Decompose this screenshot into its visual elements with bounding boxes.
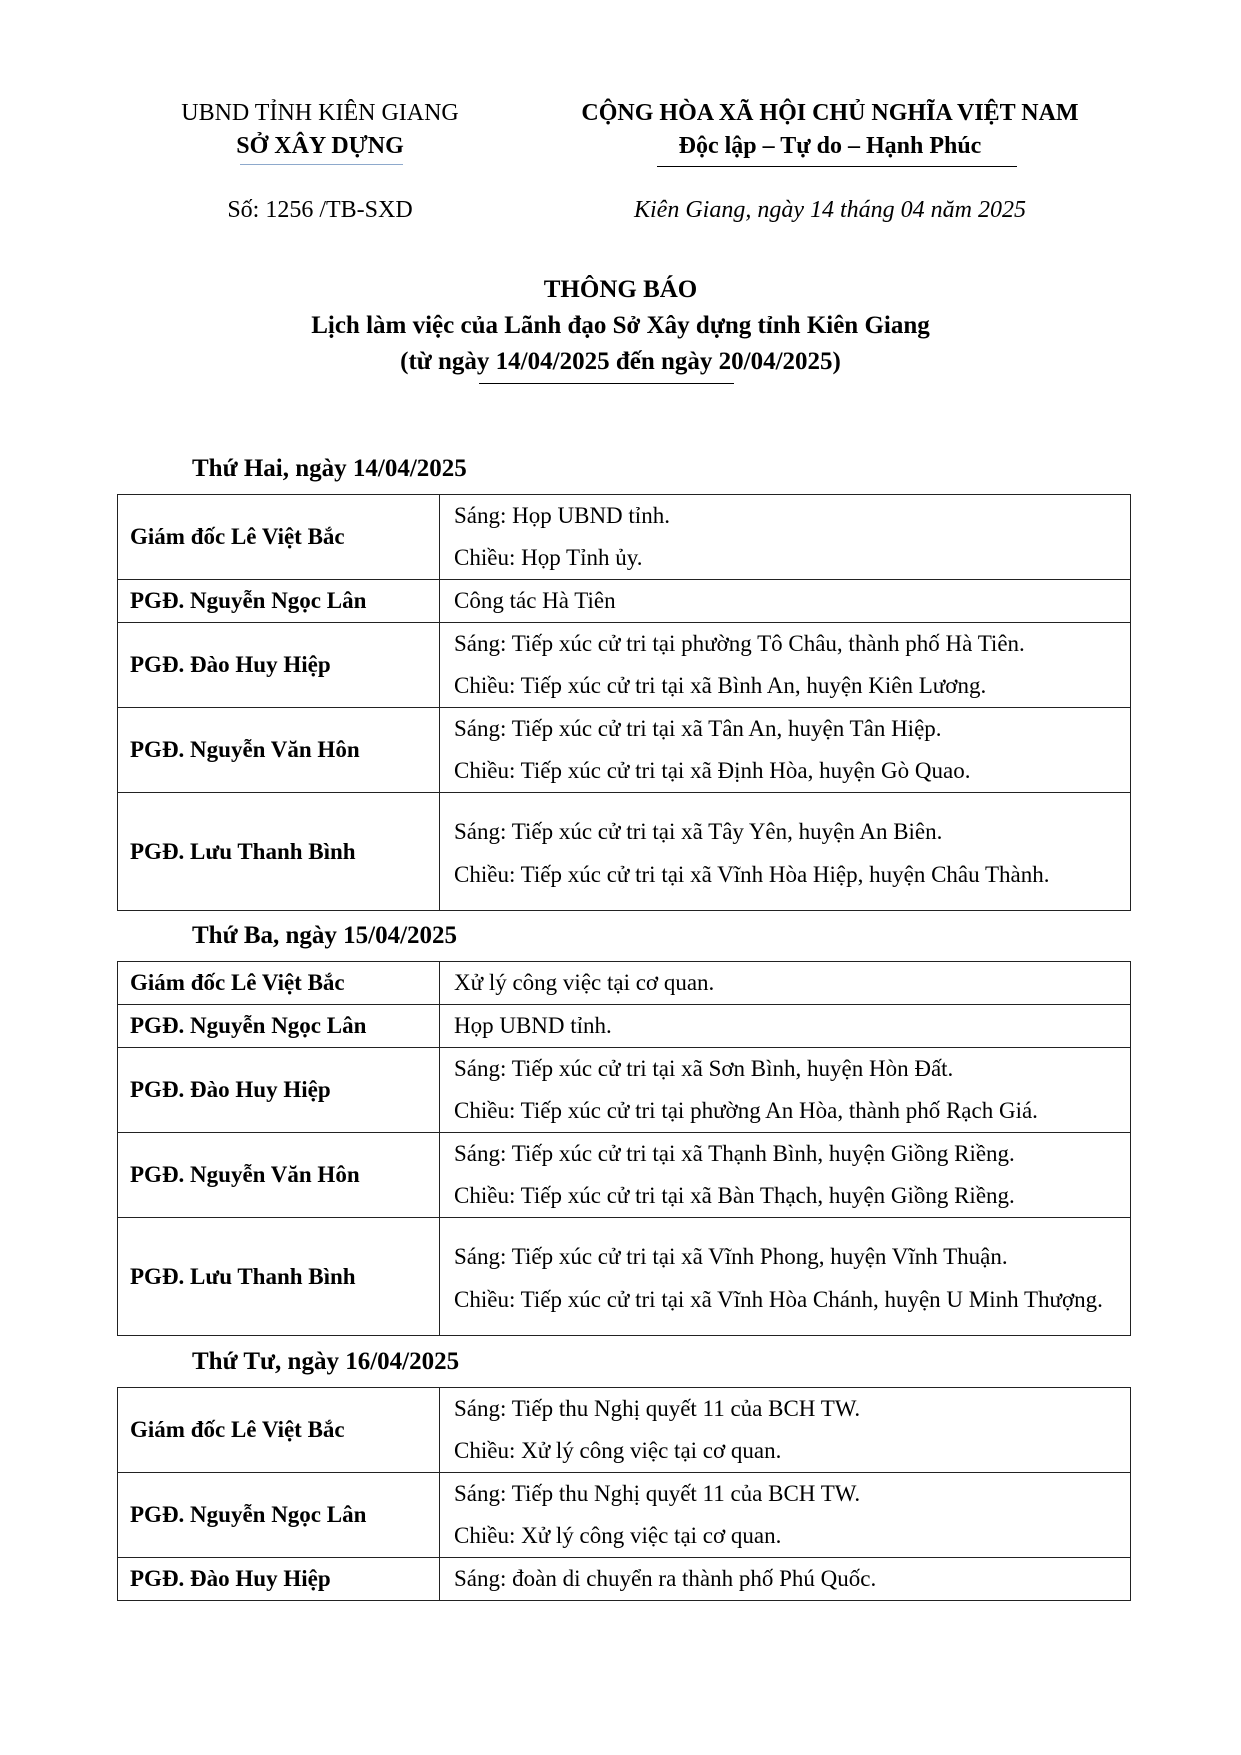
table-row — [118, 1005, 1131, 1048]
leader-name: PGĐ. Đào Huy Hiệp — [118, 1558, 440, 1601]
org-name-underline — [240, 164, 403, 165]
activity-line: Sáng: đoàn di chuyển ra thành phố Phú Quốc. — [454, 1566, 877, 1591]
day-heading-wednesday: Thứ Tư, ngày 16/04/2025 — [192, 1348, 460, 1375]
activity-line: Sáng: Tiếp xúc cử tri tại xã Thạnh Bình, huyện Giồng Riềng. — [454, 1141, 1015, 1166]
activity-cell — [440, 495, 1131, 580]
activity-line: Chiều: Tiếp xúc cử tri tại xã Vĩnh Hòa Hiệp, huyện Châu Thành. — [454, 862, 1050, 887]
activity-cell — [440, 1005, 1131, 1048]
title-underline — [479, 383, 734, 384]
document-title — [0, 272, 1241, 380]
leader-name: Giám đốc Lê Việt Bắc — [118, 962, 440, 1005]
table-row — [118, 793, 1131, 911]
national-header — [540, 97, 1120, 163]
activity-cell — [440, 1558, 1131, 1601]
activity-line: Chiều: Tiếp xúc cử tri tại xã Vĩnh Hòa Chánh, huyện U Minh Thượng. — [454, 1287, 1103, 1312]
activity-cell — [440, 623, 1131, 708]
activity-line: Chiều: Xử lý công việc tại cơ quan. — [454, 1438, 782, 1463]
activity-line: Họp UBND tỉnh. — [454, 1013, 612, 1038]
activity-cell — [440, 1473, 1131, 1558]
activity-line: Chiều: Xử lý công việc tại cơ quan. — [454, 1523, 782, 1548]
org-parent: UBND TỈNH KIÊN GIANG — [181, 100, 459, 126]
activity-line: Sáng: Tiếp thu Nghị quyết 11 của BCH TW. — [454, 1481, 861, 1506]
activity-cell — [440, 793, 1131, 911]
leader-name: PGĐ. Nguyễn Văn Hôn — [118, 708, 440, 793]
leader-name: Giám đốc Lê Việt Bắc — [118, 495, 440, 580]
title-type: THÔNG BÁO — [543, 276, 698, 303]
leader-name: Giám đốc Lê Việt Bắc — [118, 1388, 440, 1473]
activity-line: Chiều: Tiếp xúc cử tri tại xã Định Hòa, huyện Gò Quao. — [454, 758, 971, 783]
schedule-table-tuesday — [117, 961, 1131, 1336]
activity-line: Sáng: Tiếp xúc cử tri tại xã Tân An, huyện Tân Hiệp. — [454, 716, 942, 741]
day-heading-monday: Thứ Hai, ngày 14/04/2025 — [192, 455, 467, 482]
activity-line: Sáng: Tiếp thu Nghị quyết 11 của BCH TW. — [454, 1396, 861, 1421]
leader-name: PGĐ. Lưu Thanh Bình — [118, 1218, 440, 1336]
place-date: Kiên Giang, ngày 14 tháng 04 năm 2025 — [634, 197, 1026, 223]
activity-line: Chiều: Tiếp xúc cử tri tại xã Bình An, huyện Kiên Lương. — [454, 673, 987, 698]
activity-line: Chiều: Tiếp xúc cử tri tại xã Bàn Thạch, huyện Giồng Riềng. — [454, 1183, 1015, 1208]
table-row — [118, 623, 1131, 708]
day-heading-tuesday: Thứ Ba, ngày 15/04/2025 — [192, 922, 458, 949]
leader-name: PGĐ. Nguyễn Ngọc Lân — [118, 1473, 440, 1558]
activity-line: Sáng: Tiếp xúc cử tri tại xã Tây Yên, huyện An Biên. — [454, 819, 943, 844]
activity-line: Sáng: Tiếp xúc cử tri tại xã Sơn Bình, huyện Hòn Đất. — [454, 1056, 954, 1081]
title-period: (từ ngày 14/04/2025 đến ngày 20/04/2025) — [400, 348, 841, 375]
activity-line: Sáng: Họp UBND tỉnh. — [454, 503, 670, 528]
activity-line: Công tác Hà Tiên — [454, 588, 616, 613]
schedule-table-wednesday — [117, 1387, 1131, 1601]
motto-underline — [657, 166, 1017, 167]
activity-line: Sáng: Tiếp xúc cử tri tại xã Vĩnh Phong, huyện Vĩnh Thuận. — [454, 1244, 1008, 1269]
issuing-authority — [150, 97, 490, 163]
table-row — [118, 1388, 1131, 1473]
table-row — [118, 962, 1131, 1005]
activity-line: Sáng: Tiếp xúc cử tri tại phường Tô Châu, thành phố Hà Tiên. — [454, 631, 1025, 656]
activity-line: Chiều: Họp Tỉnh ủy. — [454, 545, 643, 570]
table-row — [118, 580, 1131, 623]
schedule-table-monday — [117, 494, 1131, 911]
activity-line: Chiều: Tiếp xúc cử tri tại phường An Hòa, thành phố Rạch Giá. — [454, 1098, 1038, 1123]
leader-name: PGĐ. Nguyễn Ngọc Lân — [118, 1005, 440, 1048]
leader-name: PGĐ. Nguyễn Ngọc Lân — [118, 580, 440, 623]
table-row — [118, 1473, 1131, 1558]
activity-cell — [440, 962, 1131, 1005]
org-name: SỞ XÂY DỰNG — [236, 133, 404, 159]
table-row — [118, 1558, 1131, 1601]
leader-name: PGĐ. Đào Huy Hiệp — [118, 1048, 440, 1133]
activity-cell — [440, 708, 1131, 793]
activity-cell — [440, 1218, 1131, 1336]
table-row — [118, 1048, 1131, 1133]
country-name: CỘNG HÒA XÃ HỘI CHỦ NGHĨA VIỆT NAM — [581, 100, 1079, 126]
title-subject: Lịch làm việc của Lãnh đạo Sở Xây dựng tỉnh Kiên Giang — [311, 312, 930, 339]
activity-line: Xử lý công việc tại cơ quan. — [454, 970, 715, 995]
table-row — [118, 1218, 1131, 1336]
document-number: Số: 1256 /TB-SXD — [227, 197, 413, 223]
table-row — [118, 708, 1131, 793]
activity-cell — [440, 1133, 1131, 1218]
activity-cell — [440, 1048, 1131, 1133]
table-row — [118, 1133, 1131, 1218]
activity-cell — [440, 1388, 1131, 1473]
leader-name: PGĐ. Nguyễn Văn Hôn — [118, 1133, 440, 1218]
national-motto: Độc lập – Tự do – Hạnh Phúc — [678, 133, 982, 159]
leader-name: PGĐ. Đào Huy Hiệp — [118, 623, 440, 708]
activity-cell — [440, 580, 1131, 623]
table-row — [118, 495, 1131, 580]
leader-name: PGĐ. Lưu Thanh Bình — [118, 793, 440, 911]
